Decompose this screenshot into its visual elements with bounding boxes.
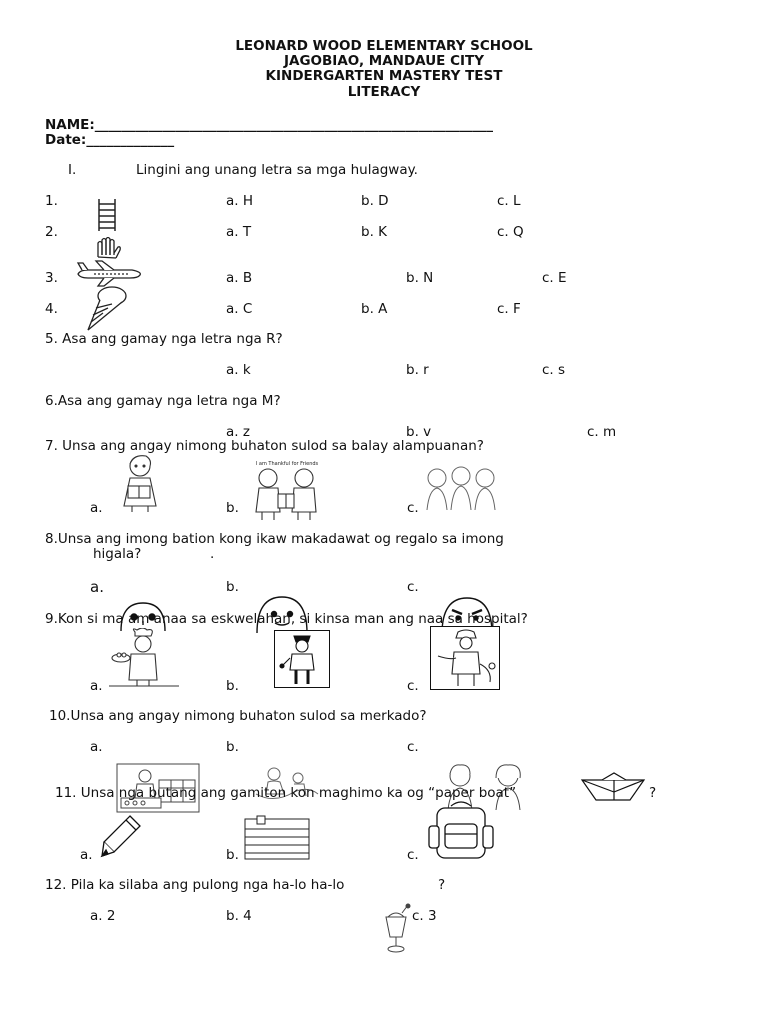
section-numeral: I. [68, 162, 77, 178]
paper-boat-icon [580, 772, 646, 802]
q11-option-c[interactable]: c. [407, 847, 419, 863]
q12-option-c[interactable]: c. 3 [412, 908, 437, 924]
q1-option-a[interactable]: a. H [226, 193, 254, 209]
q7-option-c[interactable]: c. [407, 500, 419, 516]
q5-option-c[interactable]: c. s [542, 362, 566, 378]
three-children-picture [423, 464, 499, 512]
q8-period: . [210, 546, 215, 562]
ladder-icon [93, 198, 121, 232]
q2-option-c[interactable]: c. Q [497, 224, 524, 240]
q4-option-c[interactable]: c. F [497, 301, 521, 317]
q3-option-c[interactable]: c. E [542, 270, 567, 286]
q1-option-b[interactable]: b. D [361, 193, 389, 209]
q3-option-b[interactable]: b. N [406, 270, 434, 286]
name-field: NAME:___________________________________________________________ [45, 117, 494, 133]
section-instruction: Lingini ang unang letra sa mga hulagway. [136, 162, 418, 178]
airplane-icon [74, 260, 144, 288]
q4-option-a[interactable]: a. C [226, 301, 253, 317]
q8-option-a[interactable]: a. [90, 578, 104, 596]
q5-option-a[interactable]: a. k [226, 362, 251, 378]
ice-cream-cone-icon [82, 286, 130, 332]
q6-question: 6.Asa ang gamay nga letra nga M? [45, 393, 281, 409]
q11-option-b[interactable]: b. [226, 847, 239, 863]
q12-question-mark: ? [438, 877, 446, 893]
q2-option-a[interactable]: a. T [226, 224, 252, 240]
q5-question: 5. Asa ang gamay nga letra nga R? [45, 331, 283, 347]
girl-reading-picture [116, 452, 168, 514]
q11-question: 11. Unsa nga butang ang gamiton kon maghimo ka og “paper boat” [55, 785, 517, 801]
q10-question: 10.Unsa ang angay nimong buhaton sulod sa merkado? [49, 708, 427, 724]
school-city: JAGOBIAO, MANDAUE CITY [283, 53, 484, 69]
school-name: LEONARD WOOD ELEMENTARY SCHOOL [235, 38, 533, 54]
backpack-icon [427, 800, 495, 860]
q9-option-c[interactable]: c. [407, 678, 419, 694]
q6-option-b[interactable]: b. v [406, 424, 432, 440]
q7-option-b[interactable]: b. [226, 500, 239, 516]
lined-paper-icon [243, 815, 311, 861]
q7-option-a[interactable]: a. [90, 500, 103, 516]
q9-option-a[interactable]: a. [90, 678, 103, 694]
subject-title: LITERACY [347, 84, 421, 100]
q3-option-a[interactable]: a. B [226, 270, 253, 286]
q8-question-line2: higala? [93, 546, 142, 562]
date-field: Date:_____________ [45, 132, 175, 148]
q2-option-b[interactable]: b. K [361, 224, 388, 240]
q8-option-c[interactable]: c. [407, 579, 419, 595]
q1-number: 1. [45, 193, 58, 209]
pencil-icon [100, 814, 142, 858]
q11-question-mark: ? [649, 785, 657, 801]
firefighter-picture [430, 626, 500, 690]
q6-option-c[interactable]: c. m [587, 424, 617, 440]
q7-question: 7. Unsa ang angay nimong buhaton sulod sa balay alampuanan? [45, 438, 484, 454]
q3-number: 3. [45, 270, 58, 286]
poster-caption: I am Thankful for Friends [255, 461, 319, 467]
friends-sharing-picture [248, 458, 326, 522]
test-title: KINDERGARTEN MASTERY TEST [265, 68, 503, 84]
q5-option-b[interactable]: b. r [406, 362, 429, 378]
q6-option-a[interactable]: a. z [226, 424, 250, 440]
q10-option-b[interactable]: b. [226, 739, 239, 755]
doctor-picture [274, 630, 330, 688]
q8-option-b[interactable]: b. [226, 579, 239, 595]
q12-option-a[interactable]: a. 2 [90, 908, 116, 924]
baker-picture [107, 628, 181, 690]
halo-halo-glass-icon [380, 903, 412, 955]
q2-number: 2. [45, 224, 58, 240]
q11-option-a[interactable]: a. [80, 847, 93, 863]
q9-question: 9.Kon si ma am anaa sa eskwelahan, si kinsa man ang naa sa hospital? [45, 611, 528, 627]
q12-question: 12. Pila ka silaba ang pulong nga ha-lo ha-lo [45, 877, 345, 893]
q10-option-a[interactable]: a. [90, 739, 103, 755]
q10-option-c[interactable]: c. [407, 739, 419, 755]
q8-question-line1: 8.Unsa ang imong bation kong ikaw makadawat og regalo sa imong [45, 531, 504, 547]
q12-option-b[interactable]: b. 4 [226, 908, 252, 924]
q4-option-b[interactable]: b. A [361, 301, 388, 317]
q4-number: 4. [45, 301, 58, 317]
q9-option-b[interactable]: b. [226, 678, 239, 694]
q1-option-c[interactable]: c. L [497, 193, 521, 209]
hand-icon [94, 237, 126, 259]
